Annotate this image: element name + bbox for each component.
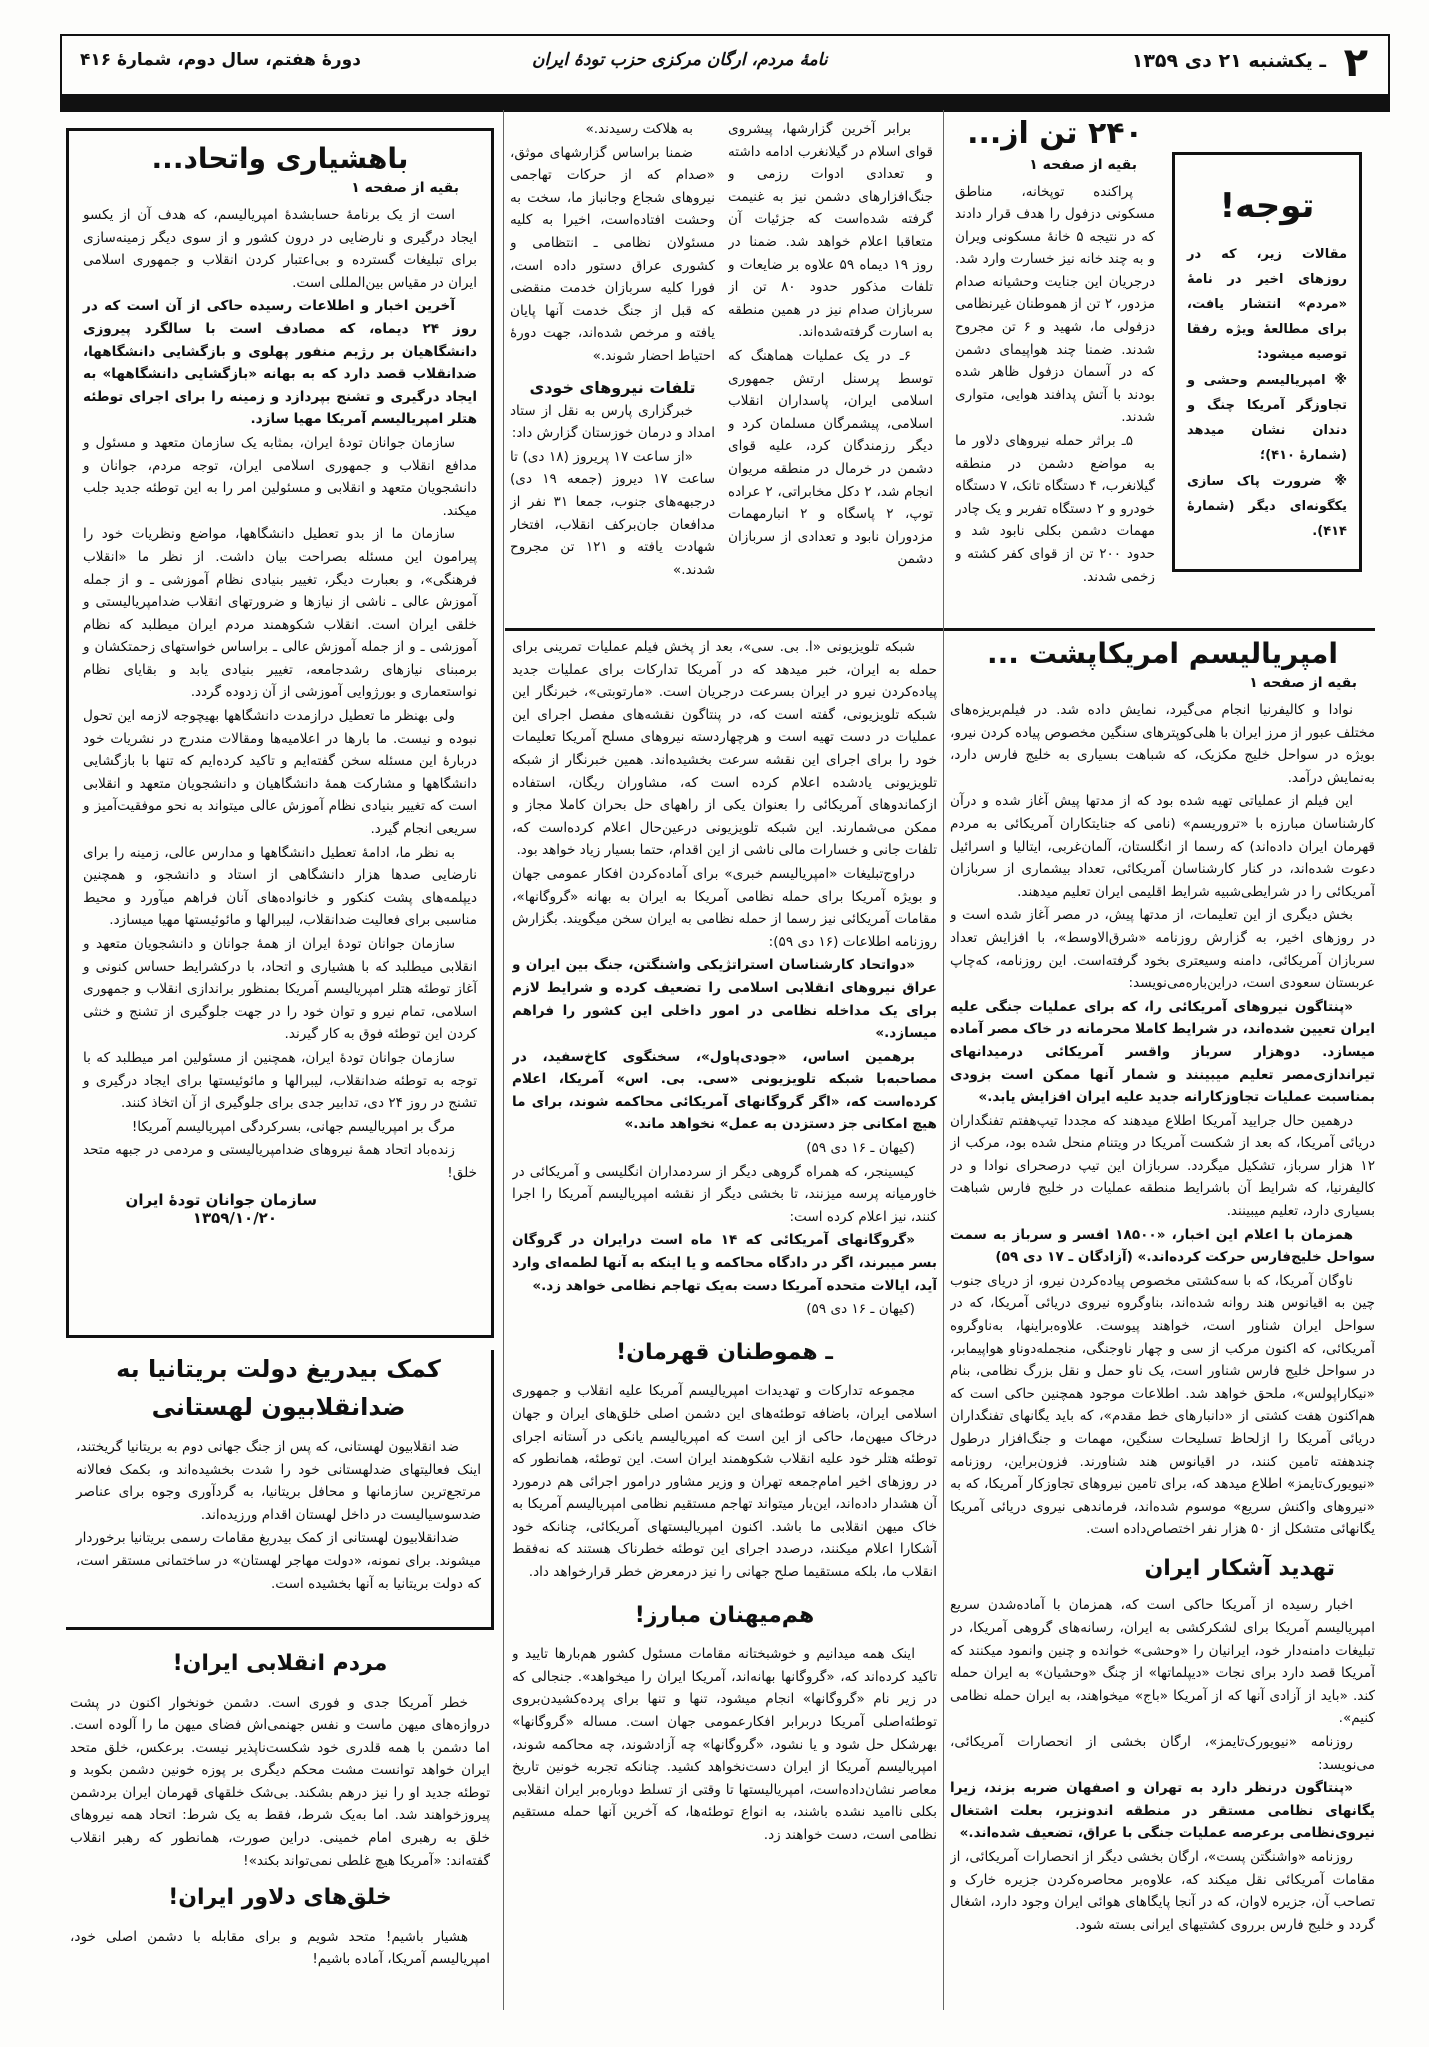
paragraph: درهمین حال جرایید آمریکا اطلاع میدهند که مجددا تیپ‌هفتم تفنگداران دریائی آمریکا، که بعد از شکست آمریکا در ویتنام منحل شده بود، مرکب از ۱۲ هزار سرباز، تشکیل میگردد. سربازان این تیپ درصحرای نوادا و در کالیفرنیا، که شرایط آن باشرایط منطقه عملیات در خلیج فارس شباهت بسیاری دارد، تعلیم میبینند.: [950, 1112, 1375, 1220]
paragraph: سازمان ما از بدو تعطیل دانشگاهها، مواضع ونظریات خود را پیرامون این مسئله بصراحت بیان داشت. از نظر ما «انقلاب فرهنگی»، و بعبارت دیگر، تغییر بنیادی نظام آموزشی ـ و از جمله آموزش عالی ـ ناشی از نیازها و ضرورتهای انقلاب ضدامپریالیستی و خلقی ایران است. انقلاب شکوهمند مردم ایران میطلبد که نظام آموزشی ـ و از جمله آموزش عالی ـ براساس خواستهای زحمتکشان و برمبنای نیازهای رشدجامعه، تغییر بنیادی یابد و بقایای نظام نواستعماری و بورژوایی آموزشی از آن زدوده گردد.: [83, 526, 477, 701]
notice-box: [1172, 152, 1362, 572]
appeal-people: [70, 1650, 490, 2010]
paragraph: ضمنا براساس گزارشهای موثق، «صدام که از حرکات تهاجمی نیروهای شجاع وجانباز ما، سخت به وحشت افتاده‌است، اخیرا به کلیه مسئولان نظامی ـ انتظامی و کشوری عراق دستور داده است، فورا کلیه سربازان خدمت منقضی که قبل از جنگ خدمت آنها پایان یافته و مرخص شده‌اند، جهت دورهٔ احتیاط احضار شوند.»: [510, 144, 715, 364]
article-vigilance: [66, 128, 494, 1338]
column-rule: [503, 110, 504, 2010]
appeal-title: مردم انقلابی ایران!: [172, 1651, 388, 1676]
paragraph: خبرگزاری پارس به نقل از ستاد امداد و درمان خوزستان گزارش داد:: [510, 402, 715, 442]
article-240-tons: [955, 115, 1155, 625]
paragraph: ※ امپریالیسم وحشی و تجاوزگر آمریکا چنگ و دندان نشان میدهد (شمارهٔ ۴۱۰)؛: [1187, 372, 1347, 463]
signature-date: ۱۳۵۹/۱۰/۲۰: [192, 1208, 277, 1227]
continued-label: بقیه از صفحه ۱: [1249, 675, 1357, 691]
subheading-fighters: هم‌میهنان مبارز!: [634, 1602, 815, 1628]
paragraph: به نظر ما، ادامهٔ تعطیل دانشگاهها و مدارس عالی، زمینه را برای نارضایی صدها هزار دانشگاهی از استاد و دانشجو، و همچنین دیپلمه‌های پشت کنکور و خانواده‌های آنان فراهم میآورد و محیط مناسبی برای فعالیت ضدانقلاب، لیبرالها و مائوئیستها مهیا میسازد.: [83, 844, 477, 929]
article-body: [83, 204, 477, 1185]
article-title: امپریالیسم امریکاپشت ...: [987, 637, 1338, 670]
paragraph: روزنامه «نیویورک‌تایمز»، ارگان بخشی از انحصارات آمریکائی، می‌نویسد:: [950, 1734, 1375, 1773]
paragraph: «پنتاگون درنظر دارد به تهران و اصفهان ضربه بزند، زیرا یگانهای نظامی مستقر در منطقه اندونزیر، بعلت اشتغال نیروی‌نظامی برعرصه عملیات جنگی با عراق، تضعیف شده‌اند.»: [950, 1780, 1375, 1842]
notice-title: توجه!: [1219, 186, 1315, 226]
masthead: نامهٔ مردم، ارگان مرکزی حزب تودهٔ ایران: [532, 50, 828, 70]
paragraph: پراکنده توپخانه، مناطق مسکونی دزفول را هدف قرار دادند که در نتیجه ۵ خانهٔ مسکونی ویران و به چند خانه نیز خسارت وارد شد. درجریان این جنایت وحشیانه صدام مزدور، ۲ تن از هموطنان غیرنظامی دزفولی ما، شهید و ۶ تن مجروح شدند. ضمنا چند هواپیمای دشمن که در آسمان دزفول ظاهر شده بودند با آتش پدافند هوایی، متواری شدند.: [955, 183, 1155, 426]
paragraph: سازمان جوانان تودهٔ ایران، همچنین از مسئولین امر میطلبد که با توجه به توطئه ضدانقلاب، لیبرالها و مائوئیستها برای ایجاد درگیری و تشنج در روز ۲۴ دی، تدابیر جدی برای جلوگیری از آن اتخاذ کنند.: [83, 1049, 477, 1112]
paragraph: مقالات زیر، که در روزهای اخیر در نامهٔ «مردم» انتشار یافت، برای مطالعهٔ ویژه رفقا توصیه میشود:: [1187, 246, 1347, 362]
paragraph: روزنامه «واشنگتن پست»، ارگان بخشی دیگر از انحصارات آمریکائی، از مقامات آمریکائی نقل میکند که، علاوه‌بر محاصره‌کردن جزیره خارک و تصاحب آن، جزیره لاوان، که در آنجا پایگاهای هوائی ایران وجود دارد، اشغال گردد و خلیج فارس برروی کشتیهای ایرانی بسته شود.: [950, 1849, 1375, 1933]
signature: سازمان جوانان تودهٔ ایران: [125, 1190, 317, 1209]
paragraph: برابر آخرین گزارشها، پیشروی قوای اسلام در گیلانغرب ادامه داشته و تعدادی ادوات رزمی و جنگ‌افزارهای دشمن نیز به غنیمت گرفته شده‌است که جزئیات آن متعاقبا اعلام خواهد شد. ضمنا در روز ۱۹ دیماه ۵۹ علاوه بر ضایعات و تلفات مذکور حدود ۸۰ تن از سربازان صدام نیز در همین منطقه به اسارت گرفته‌شده‌اند.: [728, 121, 933, 341]
column-rule: [943, 110, 944, 2010]
paragraph: مجموعه تدارکات و تهدیدات امپریالیسم آمریکا علیه انقلاب و جمهوری اسلامی ایران، باضافه توطئه‌های این دشمن اصلی خلق‌های ایران و جهان درخاک میهن‌ما، حاکی از این است که امپریالیسم یانکی در آستانه اجرای توطئه هتلر خود علیه انقلاب شکوهمند ایران است. این توطئه، همانطور که در روزهای اخیر امام‌جمعه تهران و وزیر مشاور درامور اجرائی هم درمورد آن هشدار داده‌اند، این‌بار میتواند تهاجم مستقیم نظامی امپریالیسم آمریکا به خاک میهن انقلابی ما باشد. اکنون امپریالیستهای آمریکائی، چنانکه خود آشکارا اعلام میکنند، درصدد اجرای این توطئه خطرناک هستند که نه‌فقط انقلاب ما، بلکه مستقیما صلح جهانی را نیز درمعرض خطر قرارخواهد داد.: [512, 1383, 937, 1581]
subheading-open-threat: تهدید آشکار ایران: [1144, 1555, 1335, 1581]
paragraph: این فیلم از عملیاتی تهیه شده بود که از مدتها پیش آغاز شده و درآن کارشناسان مبارزه با «تروریسم» (نامی که جنایتکاران آمریکائی به مردم قهرمان ایران داده‌اند) که رسما از انگلستان، آلمان‌غربی، ایتالیا و اسرائیل دعوت شده‌اند، در کنار کارشناسان آمریکائی، تعداد بیشماری از سربازان آمریکائی را در شرایطی‌شبیه شرایط اقلیمی ایران تعلیم میدهند.: [950, 793, 1375, 900]
subheading-compatriots: ـ هموطنان قهرمان!: [616, 1339, 833, 1365]
paragraph: ضدانقلابیون لهستانی از کمک بیدریغ مقامات رسمی بریتانیا برخوردار میشوند. برای نمونه، «دولت مهاجر لهستان» در ساختمانی مستقر است، که دولت بریتانیا به آنها بخشیده است.: [76, 1530, 481, 1592]
continued-label: بقیه از صفحه ۱: [1029, 156, 1137, 173]
continued-label: بقیه از صفحه ۱: [351, 180, 459, 196]
paragraph: ※ ضرورت پاک سازی یکگونه‌ای دیگر (شمارهٔ ۴۱۴).: [1187, 473, 1347, 539]
paragraph: «دواتحاد کارشناسان استراتژیکی واشنگتن، جنگ بین ایران و عراق نیروهای انقلابی اسلامی را تضعیف کرده و شرایط لازم برای یک مداخله نظامی در امور داخلی این کشور را فراهم میسازد.»: [512, 957, 937, 1042]
header-rule: [60, 94, 1390, 112]
paragraph: اخبار رسیده از آمریکا حاکی است که، همزمان با آماده‌شدن سریع امپریالیسم آمریکا برای لشکرکشی به ایران، رسانه‌های گروهی آمریکا، در تبلیغات دامنه‌دار خود، ایرانیان را «وحشی» خوانده و چنین وانمود میکنند که آمریکا قصد دارد برای نجات «دیپلماتها» از چنگ «وحشیان» به ایران حمله کند. «باید از آزادی آنها که از آمریکا «باج» میخواهند، به ایران حمله نظامی کنیم».: [950, 1597, 1375, 1727]
paragraph: برهمین اساس، «جودی‌پاول»، سخنگوی کاخ‌سفید، در مصاحبه‌با شبکه تلویزیونی «سی. بی. اس» آمریکا، اعلام کرده‌است که، «اگر گروگانهای آمریکائی محاکمه شوند، برای ما هیچ امکانی جز دستزدن به عمل» نخواهد ماند.»: [512, 1048, 937, 1133]
issue-info: دورهٔ هفتم، سال دوم، شمارهٔ ۴۱۶: [80, 50, 361, 70]
paragraph: «پنتاگون نیروهای آمریکائی را، که برای عملیات جنگی علیه ایران تعیین شده‌اند، در شرایط کاملا محرمانه در خاک مصر آماده میسازد. دوهزار سرباز واقسر آمریکائی درمیدانهای تیراندازی‌مصر تعلیم میبینند و شمار آنها ممکن است بزودی بمناسبت عملیات تجاوزکارانه جدید علیه ایران افزایش یابد.»: [950, 998, 1375, 1106]
paragraph: شبکه تلویزیونی «ا. بی. سی»، بعد از پخش فیلم عملیات تمرینی برای حمله به ایران، خبر میدهد که در آمریکا تدارکات برای عملیات جدید پیاده‌کردن نیرو در ایران بسرعت درجریان است. «مارتوبتی»، خبرنگار این شبکه تلویزیونی، گفته است که، در پنتاگون نقشه‌های مفصل اجرای این عملیات در دست تهیه است و هرچهاردسته نیروهای مسلح آمریکا تعلیمات خود را برای اجرای این نقشه سرعت بخشیده‌اند. همین خبرنگار از شبکه تلویزیونی یادشده اعلام کرده است که، مشاوران ریگان، استفاده ازکماندوهای آمریکائی را بعنوان یکی از راههای حل بحران کاملا مجاز و ممکن می‌شمارند. این شبکه تلویزیونی درعین‌حال اعلام کرده‌است که، تلفات جانی و خسارات مالی ناشی از این اقدام، حتما بسیار زیاد خواهد بود.: [512, 639, 937, 859]
appeal-title-2: خلق‌های دلاور ایران!: [168, 1885, 392, 1911]
paragraph: ۵ـ براثر حمله نیروهای دلاور ما به مواضع دشمن در منطقه گیلانغرب، ۴ دستگاه تانک، ۷ دستگاه خودرو و ۲ دستگاه تفربر و یک چادر مهمات دشمن بکلی نابود شد و حدود ۲۰۰ تن از قوای کفر کشته و زخمی شدند.: [955, 433, 1155, 585]
issue-date: ـ یکشنبه ۲۱ دی ۱۳۵۹: [1131, 50, 1326, 72]
reports-column-1: [728, 118, 933, 623]
article-title: باهشیاری واتحاد...: [151, 142, 409, 175]
paragraph: «از ساعت ۱۷ پریروز (۱۸ دی) تا ساعت ۱۷ دیروز (جمعه ۱۹ دی) درجبهه‌های جنوب، جمعا ۳۱ نفر از مدافعان جان‌برکف انقلاب، افتخار شهادت یافته و ۱۲۱ تن مجروح شدند.»: [510, 448, 715, 578]
paragraph: است از یک برنامهٔ حسابشدهٔ امپریالیسم، که هدف آن از یکسو ایجاد درگیری و نارضایی در درون کشور و از سوی دیگر زمینه‌سازی برای تبلیغات گسترده و بی‌اعتبار کردن انقلاب و جمهوری اسلامی ایران در مقیاس بین‌المللی است.: [83, 207, 477, 291]
divider: [505, 628, 1375, 631]
article-title: ۲۴۰ تن از...: [967, 116, 1143, 151]
article-body: [512, 636, 937, 1321]
paragraph: سازمان جوانان تودهٔ ایران، بمثابه یک سازمان متعهد و مسئول و مدافع انقلاب و جمهوری اسلامی ایران، توجه مردم، جوانان و دانشجویان متعهد و انقلابی و مسئولین امر را به این توطئه جدید جلب میکند.: [83, 434, 477, 519]
page-header: [60, 34, 1390, 102]
article-body: [728, 118, 933, 571]
article-us-imperialism: [950, 636, 1375, 2011]
paragraph: همزمان با اعلام این اخبار، «۱۸۵۰۰ افسر و سرباز به سمت سواحل خلیج‌فارس حرکت کرده‌اند.» (آزادگان ـ ۱۷ دی ۵۹): [950, 1226, 1375, 1266]
article-body: [950, 1594, 1375, 1936]
paragraph: آخرین اخبار و اطلاعات رسیده حاکی از آن است که در روز ۲۴ دیماه، که مصادف است با سالگرد پیروزی دانشگاهیان بر رژیم منفور پهلوی و بازگشایی دانشگاهها، ضدانقلاب قصد دارد که به بهانه «بازگشایی دانشگاهها» به ایجاد درگیری و تشنج بپردازد و زمینه را برای اجرای توطئه هتلر امپریالیسم آمریکا مهیا سازد.: [83, 298, 477, 428]
paragraph: (کیهان ـ ۱۶ دی ۵۹): [806, 1301, 915, 1318]
article-body: [950, 699, 1375, 1541]
paragraph: ۶ـ در یک عملیات هماهنگ که توسط پرسنل ارتش جمهوری اسلامی ایران، پاسداران انقلاب اسلامی، پیشمرگان مسلمان کرد و دیگر رزمندگان کرد، علیه قوای دشمن در خرمال در منطقه مریوان انجام شد، ۲ دکل مخابراتی، ۲ عراده توپ، ۲ پاسگاه و ۲ انبارمهمات مزدوران نابود و تعدادی از سربازان دشمن: [728, 347, 933, 568]
article-body: [510, 118, 715, 368]
paragraph: نوادا و کالیفرنیا انجام می‌گیرد، نمایش داده شد. در فیلم‌بریزه‌های مختلف عبور از مرز ایران با هلی‌کوپترهای سنگین مخصوص پیاده کردن نیرو، بویژه در سواحل خلیج مکزیک، که شباهت بسیاری به خلیج فارس دارد، به‌نمایش درآمد.: [950, 702, 1375, 786]
article-britain: [66, 1350, 494, 1630]
paragraph: (کیهان ـ ۱۶ دی ۵۹): [806, 1140, 915, 1157]
paragraph: به هلاکت رسیدند.»: [585, 121, 693, 137]
paragraph: ضد انقلابیون لهستانی، که پس از جنگ جهانی دوم به بریتانیا گریختند، اینک فعالیتهای ضدلهستانی خود را شدت بخشیده‌اند و، بکمک فعالانه مرتجع‌ترین سازمانها و محافل بریتانیا، به گردآوری وجوه برای عناصر ضدسوسیالیست در داخل لهستان اقدام ورزیده‌اند.: [76, 1439, 481, 1523]
page-number: ۲: [1343, 40, 1368, 86]
paragraph: کیسینجر، که همراه گروهی دیگر از سردمداران انگلیسی و آمریکائی در خاورمیانه پرسه میزنند، تا بخشی دیگر از نقشه امپریالیسم آمریکا را اجرا کنند، نیز اعلام کرده است:: [512, 1163, 937, 1225]
notice-body: [1187, 242, 1347, 544]
paragraph: زنده‌باد اتحاد همهٔ نیروهای ضدامپریالیستی و مردمی در جبهه متحد خلق!: [83, 1142, 477, 1181]
article-body: [512, 1643, 937, 1846]
appeal-body: [70, 1926, 490, 1971]
appeal-body: [70, 1692, 490, 1873]
article-body: [512, 1380, 937, 1583]
article-body: [955, 181, 1155, 589]
article-body: [510, 400, 715, 582]
article-title: کمک بیدریغ دولت بریتانیا به ضدانقلابیون لهستانی: [116, 1355, 441, 1421]
paragraph: بخش دیگری از این تعلیمات، از مدتها پیش، در مصر آغاز شده است و در روزهای اخیر، به گزارش روزنامه «شرق‌الاوسط»، با افزایش تعداد سربازان آمریکائی، دامنه وسیعتری بخود گرفته‌است. این روزنامه، که‌چاپ عربستان سعودی است، دراین‌باره‌می‌نویسد:: [950, 907, 1375, 992]
reports-column-2: [510, 118, 715, 623]
paragraph: ناوگان آمریکا، که با سه‌کشتی مخصوص پیاده‌کردن نیرو، از دریای جنوب چین به اقیانوس هند روانه شده‌اند، بناوگروه نیروی دریائی آمریکا، که در سواحل ایران شناور است، خواهند پیوست. علاوه‌براینها، به‌ناوگروه آمریکائی، که اکنون مرکب از سی و چهار ناوجنگی، منجمله‌دوناو هواپیمابر، در سواحل خلیج فارس شناور است، یک ناو حمل و نقل بزرگ نظامی، بنام «نیکاراپولس»، ملحق خواهد شد. اطلاعات موجود همچنین حاکی است که هم‌اکنون هفت کشتی از «دانبارهای خط مقدم»، که باید یگانهای تفنگداران دریائی آمریکا را ازلحاظ تسلیحات سنگین، مهمات و جنگ‌افزار درطول چندهفته تامین کنند، در اقیانوس هند شناورند. فزون‌براین، روزنامه «نیویورک‌تایمز» اطلاع میدهد که، برای تامین نیروهای تجاوزکار آمریکا، که به «نیروهای واکنش سریع» موسوم شده‌اند، فرماندهی نیروی دریائی آمریکا یگانهائی متشکل از ۵۰ هزار نفر اختصاص‌داده است.: [950, 1272, 1375, 1538]
paragraph: هشیار باشیم! متحد شویم و برای مقابله با دشمن اصلی خود، امپریالیسم آمریکا، آماده باشیم!: [70, 1928, 490, 1968]
paragraph: دراوج‌تبلیغات «امپریالیسم خبری» برای آماده‌کردن افکار عمومی جهان و بویژه آمریکا برای حمله نظامی آمریکا به ایران به بهانه «گروگانها»، مقامات آمریکائی نیز رسما از حمله نظامی به ایران سخن میگویند. بگزارش روزنامه اطلاعات (۱۶ دی ۵۹):: [512, 865, 937, 950]
paragraph: ولی بهنظر ما تعطیل درازمدت دانشگاهها بهیچوجه لازمه این تحول نبوده و نیست. ما بارها در اعلامیه‌ها ومقالات مندرج در نشریات خود دربارهٔ این مسئله سخن گفته‌ایم و تاکید کرده‌ایم که تنها با بازگشایی دانشگاهها و مشارکت همهٔ دانشگاهیان و دانشجویان متعهد و انقلابی است که تغییر بنیادی نظام آموزش عالی میتواند به نحو موفقیت‌آمیز و سریعی انجام گیرد.: [83, 708, 477, 838]
paragraph: اینک همه میدانیم و خوشبختانه مقامات مسئول کشور هم‌بارها تایید و تاکید کرده‌اند که، «گروگانها بهانه‌اند، آمریکا ایران را میخواهد». جنجالی که در زیر نام «گروگانها» انجام میشود، تنها و تنها برای پرده‌کشیدن‌بروی توطئه‌اصلی آمریکا دربرابر افکارعمومی جهان است. مساله «گروگانها» بهرشکل حل شود و یا نشود، «گروگانها» چه آزادشوند، چه محاکمه شوند، امپریالیسم آمریکا از ایران دست‌نخواهد کشید. چنانکه تجربه خونین تاریخ معاصر نشان‌داده‌است، امپریالیستها تا وقتی از تسلط دوباره‌بر ایران انقلابی بکلی ناامید نشده باشند، به انواع توطئه‌ها، که آخرین آنها حمله مستقیم نظامی است، دست خواهند زد.: [512, 1646, 937, 1843]
paragraph: «گروگانهای آمریکائی که ۱۴ ماه است درایران در گروگان بسر میبرند، اگر در دادگاه محاکمه و یا اینکه به آنها لطمه‌ای وارد آید، ایالات متحده آمریکا دست به‌یک تهاجم نظامی خواهد زد.»: [512, 1232, 937, 1294]
paragraph: مرگ بر امپریالیسم جهانی، بسرکردگی امپریالیسم آمریکا!: [131, 1118, 455, 1135]
article-threats: [512, 636, 937, 2006]
paragraph: خطر آمریکا جدی و فوری است. دشمن خونخوار اکنون در پشت دروازه‌های میهن ماست و نفس جهنمی‌اش فضای میهن ما را آلوده است. اما دشمن با همه قلدری خود شکست‌ناپذیر نیست. برعکس، خلق متحد ایران خواهد توانست مشت محکم دیگری بر پوزه خونین دشمن بکوبد و توطئه جدید او را نیز درهم بشکند. بی‌شک خلقهای قهرمان ایران بردشمن پیروزخواهند شد. اما به‌یک شرط، فقط به یک شرط: اتحاد همه نیروهای خلق به رهبری امام خمینی. دراین صورت، همانطور که رهبر انقلاب گفته‌اند: «آمریکا هیچ غلطی نمی‌تواند بکند»!: [70, 1694, 490, 1869]
subheading-casualties: تلفات نیروهای خودی: [529, 377, 696, 397]
paragraph: سازمان جوانان تودهٔ ایران از همهٔ جوانان و دانشجویان متعهد و انقلابی میطلبد که با هشیاری و اتحاد، با درکشرایط حساس کنونی و آغاز توطئه هتلر امپریالیسم آمریکا بمنظور براندازی انقلاب و جمهوری اسلامی، تمام نیرو و توان خود را در جهت جلوگیری از تشنج و خنثی کردن این توطئه فوق به کار گیرند.: [83, 936, 477, 1043]
article-body: [76, 1436, 481, 1595]
